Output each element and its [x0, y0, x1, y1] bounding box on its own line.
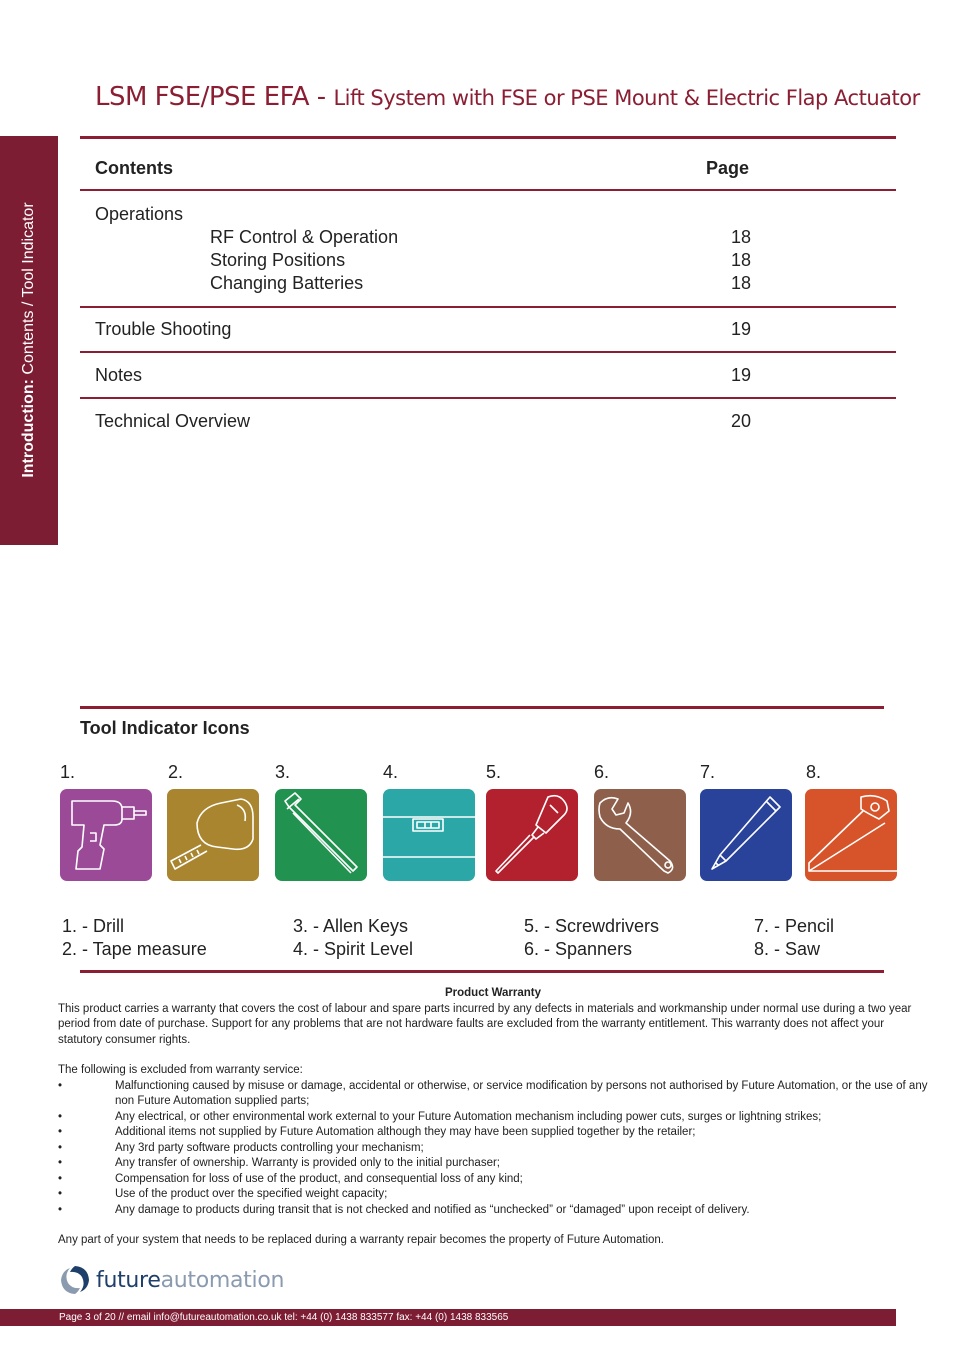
page-title-main: LSM FSE/PSE EFA - [95, 82, 334, 112]
tools-bottom-rule [80, 970, 884, 973]
toc-operations: Operations [95, 204, 184, 224]
tool-legend-item: 6. - Spanners [524, 939, 633, 959]
tool-legend-item: 2. - Tape measure [62, 939, 207, 959]
tool-number: 6. [594, 762, 610, 782]
pencil-icon [700, 789, 792, 881]
warranty-title: Product Warranty [444, 987, 542, 999]
toc-item-label: Technical Overview [95, 411, 251, 431]
logo-swirl-icon [58, 1263, 92, 1297]
warranty-closing: Any part of your system that needs to be replaced during a warranty repair becomes the property of Future Automation. [58, 1234, 664, 1246]
contents-divider [80, 351, 896, 353]
tool-legend-item: 8. - Saw [754, 939, 821, 959]
allen-key-icon [275, 789, 367, 881]
toc-sub-item-label: Storing Positions [210, 250, 346, 270]
list-item: • Any damage to products during transit that is not checked and notified as “unchecked” or “damaged” upon receipt of delivery. [58, 1203, 928, 1219]
toc-item-page: 20 [730, 411, 751, 431]
contents-heading: Contents [95, 158, 173, 178]
tool-legend-item: 7. - Pencil [754, 916, 835, 936]
tool-legend-item: 4. - Spirit Level [293, 939, 414, 959]
list-item: • Any electrical, or other environmental work external to your Future Automation mechanism including power cuts, surges or lightning strikes; [58, 1110, 928, 1126]
tool-number: 8. [806, 762, 822, 782]
tool-number: 3. [275, 762, 291, 782]
toc-item-label: Notes [95, 365, 143, 385]
contents-divider [80, 397, 896, 399]
contents-top-rule [80, 136, 896, 139]
warranty-exclusions-list [58, 1079, 928, 1219]
page-footer [0, 1309, 896, 1326]
toc-sub-item-page: 18 [730, 273, 751, 293]
toc-sub-item-page: 18 [730, 227, 751, 247]
side-tab-bold: Introduction: [20, 379, 37, 478]
side-tab-rest: Contents / Tool Indicator [20, 202, 37, 380]
toc-item-label: Trouble Shooting [95, 319, 232, 339]
saw-icon [805, 789, 897, 881]
tools-top-rule [80, 706, 884, 709]
list-item: • Additional items not supplied by Future Automation although they may have been supplied together by the retailer; [58, 1125, 928, 1141]
company-logo [58, 1262, 284, 1298]
tool-legend-item: 1. - Drill [62, 916, 124, 936]
page-title [95, 82, 920, 112]
warranty-section [58, 986, 928, 1249]
tool-number: 2. [168, 762, 184, 782]
logo-word-automation: automation [160, 1267, 285, 1293]
list-item: • Use of the product over the specified weight capacity; [58, 1187, 928, 1203]
warranty-intro: This product carries a warranty that covers the cost of labour and spare parts incurred by any defects in materials and workmanship under normal use during a two year period from date of purchase. Support for any problems that are not hardware faults are excluded from the warranty entitlement. This warranty does not affect your statutory consumer rights. [58, 1002, 912, 1046]
spanner-icon [594, 789, 686, 881]
toc-sub-item-label: Changing Batteries [210, 273, 364, 293]
tool-number: 7. [700, 762, 716, 782]
footer-text: Page 3 of 20 // email info@futureautomation.co.uk tel: +44 (0) 1438 833577 fax: +44 (0) 1438 833565 [59, 1312, 509, 1323]
page-heading: Page [706, 158, 750, 178]
tape-measure-icon [167, 789, 259, 881]
list-item: • Any transfer of ownership. Warranty is provided only to the initial purchaser; [58, 1156, 928, 1172]
toc-item-page: 19 [730, 319, 751, 339]
list-item: • Compensation for loss of use of the product, and consequential loss of any kind; [58, 1172, 928, 1188]
spirit-level-icon [383, 789, 475, 881]
toc-sub-item-label: RF Control & Operation [210, 227, 399, 247]
screwdriver-icon [486, 789, 578, 881]
section-side-tab [0, 136, 58, 545]
contents-divider [80, 306, 896, 308]
toc-item-page: 19 [730, 365, 751, 385]
tool-number: 5. [486, 762, 502, 782]
page-title-sub: Lift System with FSE or PSE Mount & Electric Flap Actuator [333, 86, 920, 110]
tools-title: Tool Indicator Icons [80, 718, 250, 738]
tool-number: 1. [60, 762, 76, 782]
warranty-excluded-heading: The following is excluded from warranty service: [58, 1064, 303, 1076]
side-tab-label [20, 202, 38, 477]
contents-header-rule [80, 189, 896, 191]
tool-legend-item: 5. - Screwdrivers [524, 916, 660, 936]
tool-number: 4. [383, 762, 399, 782]
logo-word-future: future [96, 1267, 161, 1293]
logo-wordmark [96, 1268, 284, 1293]
tool-legend-item: 3. - Allen Keys [293, 916, 409, 936]
list-item: • Any 3rd party software products controlling your mechanism; [58, 1141, 928, 1157]
list-item: • Malfunctioning caused by misuse or damage, accidental or otherwise, or service modification by persons not authorised by Future Automation, or the use of any non Future Automation supplied parts; [58, 1079, 928, 1110]
drill-icon [60, 789, 152, 881]
toc-sub-item-page: 18 [730, 250, 751, 270]
